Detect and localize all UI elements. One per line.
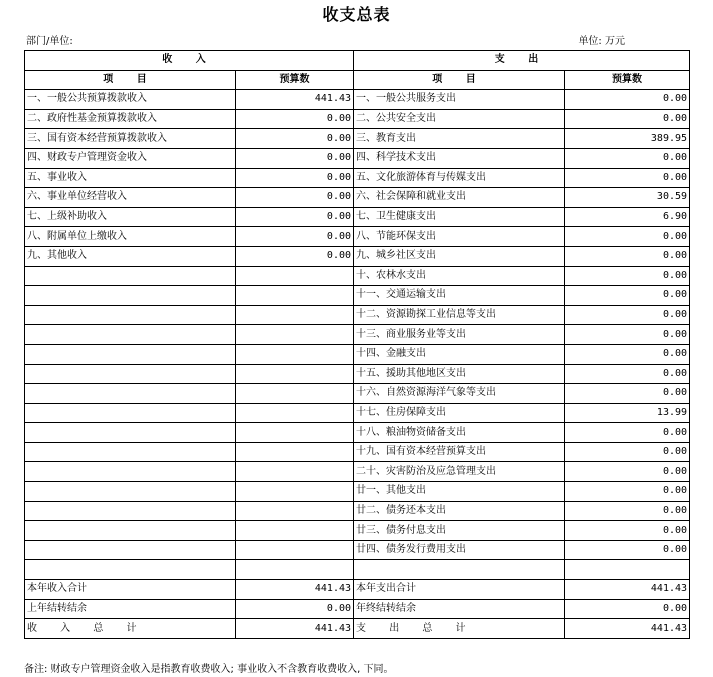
income-item-value [236,501,354,521]
income-item-value [236,403,354,423]
income-item-value [236,521,354,541]
income-year-total-value: 441.43 [236,580,354,600]
income-budget-header: 预算数 [236,70,354,90]
expense-item-value: 30.59 [565,188,690,208]
expense-item-header: 项 目 [354,70,565,90]
table-row [25,168,690,188]
income-item-value [236,364,354,384]
expense-item-name: 十四、金融支出 [354,344,565,364]
income-grand-total-value: 441.43 [236,619,354,639]
income-item-value: 0.00 [236,207,354,227]
expense-item-value: 0.00 [565,364,690,384]
expense-item-value: 0.00 [565,266,690,286]
income-item-value [236,560,354,580]
expense-item-value: 0.00 [565,286,690,306]
expense-item-name: 一、一般公共服务支出 [354,90,565,110]
income-section-header: 收 入 [25,51,354,71]
table-row [25,266,690,286]
income-item-name [25,403,236,423]
income-item-name [25,482,236,502]
income-item-name [25,423,236,443]
department-label: 部门/单位: [26,36,73,47]
income-item-name: 二、政府性基金预算拨款收入 [25,109,236,129]
expense-item-name: 二、公共安全支出 [354,109,565,129]
carry-over-row [25,599,690,619]
expense-item-value: 0.00 [565,246,690,266]
table-row [25,364,690,384]
income-item-value [236,286,354,306]
income-item-value: 0.00 [236,188,354,208]
table-row [25,109,690,129]
table-row [25,305,690,325]
income-item-value: 0.00 [236,129,354,149]
income-item-value [236,482,354,502]
carry-in-value: 0.00 [236,599,354,619]
expense-item-value: 0.00 [565,148,690,168]
income-item-value [236,423,354,443]
expense-item-name: 六、社会保障和就业支出 [354,188,565,208]
table-row [25,560,690,580]
income-item-value [236,325,354,345]
income-item-value [236,442,354,462]
expense-item-value: 0.00 [565,344,690,364]
income-item-name [25,364,236,384]
income-year-total-label: 本年收入合计 [25,580,236,600]
expense-item-name: 十三、商业服务业等支出 [354,325,565,345]
expense-item-name: 廿三、债务付息支出 [354,521,565,541]
income-item-value [236,384,354,404]
expense-item-name: 廿四、债务发行费用支出 [354,540,565,560]
income-item-value: 0.00 [236,109,354,129]
income-item-name [25,521,236,541]
expense-item-value: 0.00 [565,423,690,443]
carry-out-value: 0.00 [565,599,690,619]
table-row [25,188,690,208]
expense-item-name: 十六、自然资源海洋气象等支出 [354,384,565,404]
table-row [25,423,690,443]
expense-item-value: 0.00 [565,325,690,345]
income-item-name: 六、事业单位经营收入 [25,188,236,208]
income-item-value [236,540,354,560]
expense-item-name: 八、节能环保支出 [354,227,565,247]
table-row [25,325,690,345]
income-item-name [25,344,236,364]
table-row [25,246,690,266]
column-header-row [25,70,690,90]
expense-item-name: 十七、住房保障支出 [354,403,565,423]
expense-item-value [565,560,690,580]
table-row [25,462,690,482]
income-item-name: 九、其他收入 [25,246,236,266]
expense-item-name: 十九、国有资本经营预算支出 [354,442,565,462]
expense-grand-total-value: 441.43 [565,619,690,639]
income-item-name [25,540,236,560]
expense-item-name: 廿二、债务还本支出 [354,501,565,521]
budget-summary-table [24,50,690,639]
expense-item-name: 七、卫生健康支出 [354,207,565,227]
expense-item-value: 389.95 [565,129,690,149]
unit-label: 单位: 万元 [578,36,625,47]
table-row [25,442,690,462]
carry-in-label: 上年结转结余 [25,599,236,619]
table-row [25,403,690,423]
income-item-value [236,266,354,286]
expense-item-name: 廿一、其他支出 [354,482,565,502]
expense-item-value: 0.00 [565,305,690,325]
income-item-name [25,384,236,404]
expense-item-value: 0.00 [565,501,690,521]
table-row [25,148,690,168]
income-item-value [236,305,354,325]
page-title: 收支总表 [322,5,391,24]
expense-budget-header: 预算数 [565,70,690,90]
footnote: 备注: 财政专户管理资金收入是指教育收费收入; 事业收入不含教育收费收入, 下同。 [24,664,394,675]
table-row [25,384,690,404]
income-item-value: 0.00 [236,246,354,266]
expense-item-name: 五、文化旅游体育与传媒支出 [354,168,565,188]
income-item-value: 0.00 [236,168,354,188]
expense-item-name: 二十、灾害防治及应急管理支出 [354,462,565,482]
table-row [25,540,690,560]
expense-item-value: 0.00 [565,90,690,110]
income-item-name [25,286,236,306]
table-row [25,286,690,306]
income-item-name: 七、上级补助收入 [25,207,236,227]
income-item-name [25,266,236,286]
section-header-row [25,51,690,71]
income-item-value: 0.00 [236,148,354,168]
expense-item-value: 0.00 [565,227,690,247]
table-row [25,227,690,247]
table-row [25,207,690,227]
expense-item-value: 0.00 [565,168,690,188]
expense-grand-total-label: 支 出 总 计 [354,619,565,639]
income-item-value: 0.00 [236,227,354,247]
income-item-name: 三、国有资本经营预算拨款收入 [25,129,236,149]
expense-year-total-label: 本年支出合计 [354,580,565,600]
income-item-value: 441.43 [236,90,354,110]
income-item-name: 一、一般公共预算拨款收入 [25,90,236,110]
income-item-name [25,442,236,462]
income-item-value [236,462,354,482]
expense-item-value: 0.00 [565,521,690,541]
expense-item-name [354,560,565,580]
income-grand-total-label: 收 入 总 计 [25,619,236,639]
income-item-name: 四、财政专户管理资金收入 [25,148,236,168]
expense-item-name: 四、科学技术支出 [354,148,565,168]
expense-item-value: 0.00 [565,109,690,129]
income-item-header: 项 目 [25,70,236,90]
table-row [25,521,690,541]
expense-item-name: 十五、援助其他地区支出 [354,364,565,384]
expense-item-name: 三、教育支出 [354,129,565,149]
expense-year-total-value: 441.43 [565,580,690,600]
expense-section-header: 支 出 [354,51,690,71]
expense-item-value: 0.00 [565,384,690,404]
income-item-name: 八、附属单位上缴收入 [25,227,236,247]
expense-item-name: 十、农林水支出 [354,266,565,286]
expense-item-name: 十一、交通运输支出 [354,286,565,306]
expense-item-name: 十二、资源勘探工业信息等支出 [354,305,565,325]
income-item-name [25,462,236,482]
year-total-row [25,580,690,600]
carry-out-label: 年终结转结余 [354,599,565,619]
expense-item-value: 0.00 [565,462,690,482]
income-item-name [25,305,236,325]
grand-total-row [25,619,690,639]
income-item-name: 五、事业收入 [25,168,236,188]
expense-item-name: 九、城乡社区支出 [354,246,565,266]
table-row [25,482,690,502]
expense-item-value: 6.90 [565,207,690,227]
table-row [25,90,690,110]
income-item-name [25,560,236,580]
income-item-name [25,325,236,345]
income-item-name [25,501,236,521]
table-row [25,344,690,364]
expense-item-value: 0.00 [565,540,690,560]
expense-item-value: 0.00 [565,482,690,502]
income-item-value [236,344,354,364]
expense-item-name: 十八、粮油物资储备支出 [354,423,565,443]
expense-item-value: 0.00 [565,442,690,462]
table-row [25,501,690,521]
expense-item-value: 13.99 [565,403,690,423]
table-row [25,129,690,149]
